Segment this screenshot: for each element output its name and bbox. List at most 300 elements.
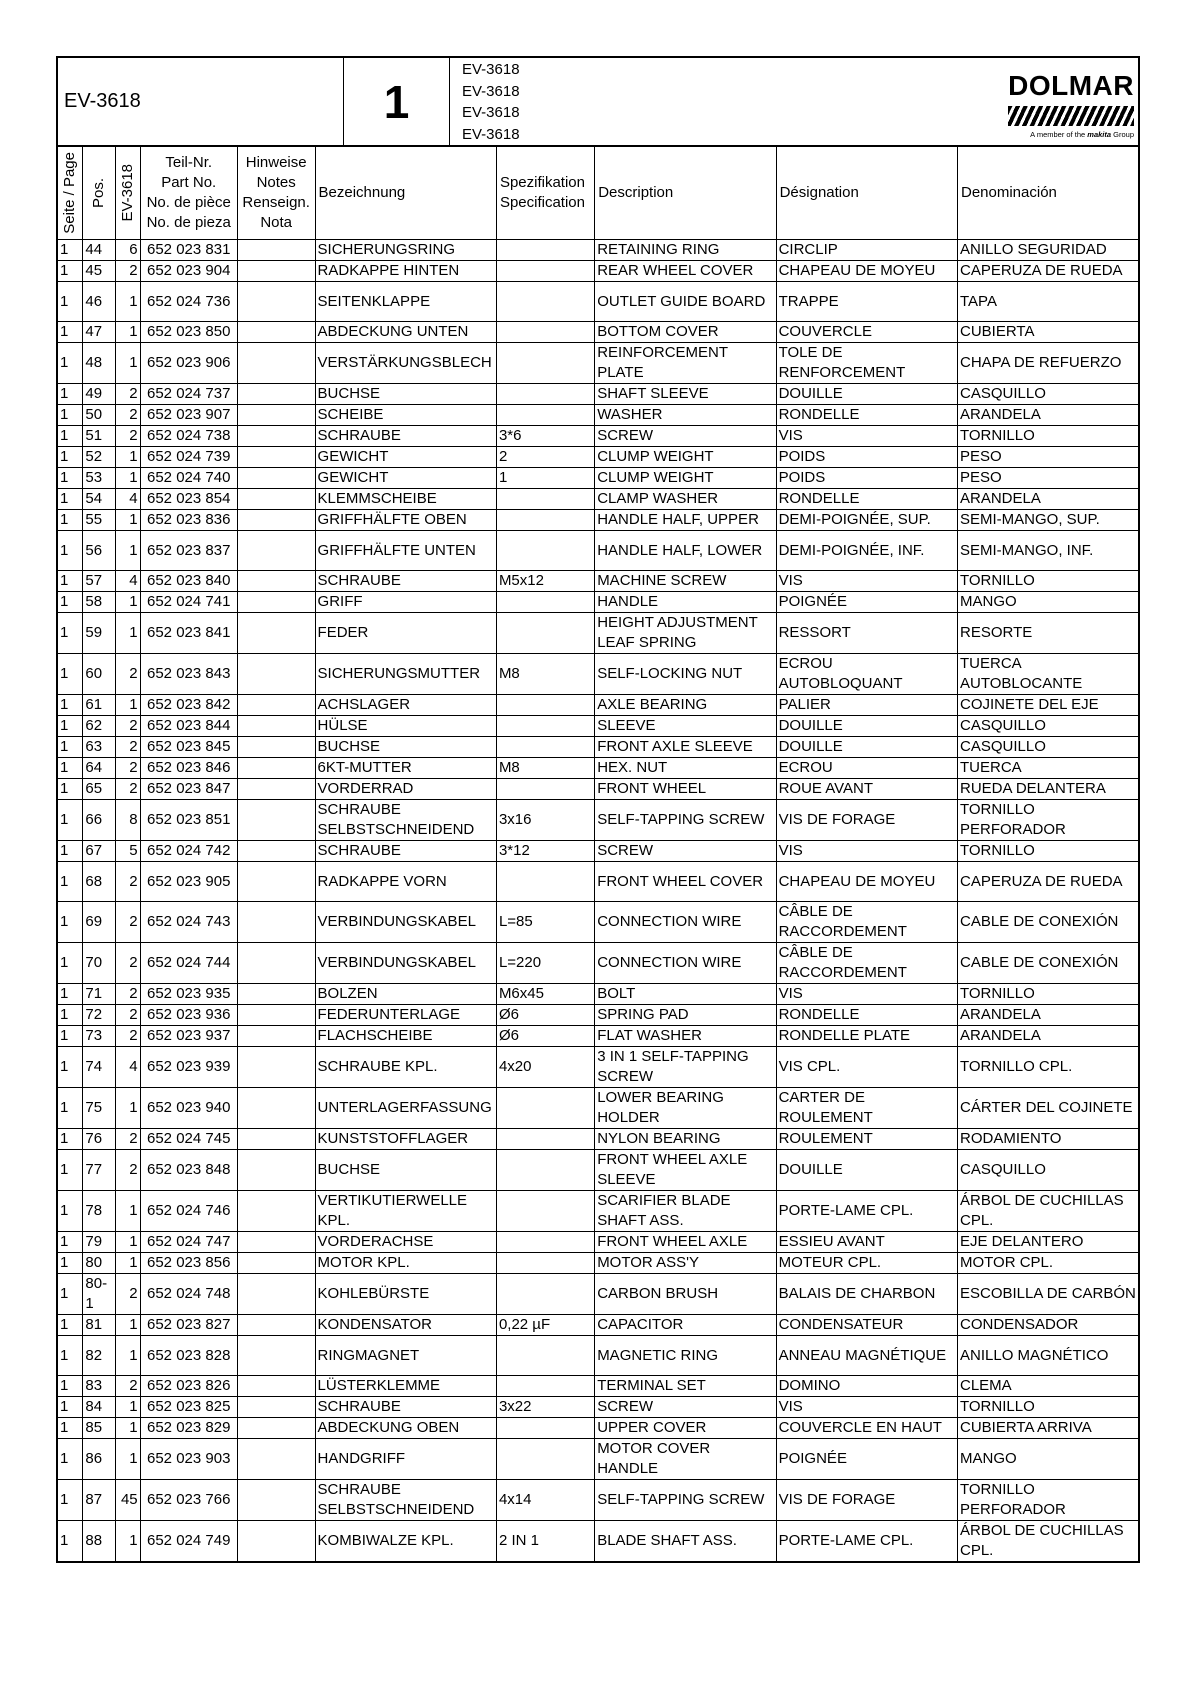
- cell-pos: 73: [83, 1026, 115, 1047]
- cell-de: MOTOR KPL.: [315, 1253, 496, 1274]
- cell-spec: [496, 1232, 594, 1253]
- cell-page: 1: [57, 654, 83, 695]
- cell-page: 1: [57, 282, 83, 322]
- cell-es: ANILLO SEGURIDAD: [958, 240, 1140, 261]
- parts-list-sheet: [56, 56, 1140, 1563]
- cell-en: SPRING PAD: [595, 1005, 776, 1026]
- cell-part: 652 023 840: [140, 571, 237, 592]
- cell-es: TORNILLO: [958, 984, 1140, 1005]
- cell-page: 1: [57, 1397, 83, 1418]
- cell-page: 1: [57, 1521, 83, 1563]
- cell-fr: POIDS: [776, 468, 957, 489]
- cell-page: 1: [57, 1232, 83, 1253]
- cell-en: SCREW: [595, 426, 776, 447]
- table-row: [57, 800, 1139, 841]
- cell-pos: 52: [83, 447, 115, 468]
- table-row: [57, 1315, 1139, 1336]
- cell-page: 1: [57, 1026, 83, 1047]
- cell-en: BOLT: [595, 984, 776, 1005]
- cell-part: 652 023 844: [140, 716, 237, 737]
- table-row: [57, 510, 1139, 531]
- cell-pos: 58: [83, 592, 115, 613]
- col-header-part: Teil-Nr. Part No. No. de pièce No. de pieza: [140, 147, 237, 240]
- cell-qty: 1: [115, 1315, 140, 1336]
- cell-fr: RONDELLE: [776, 1005, 957, 1026]
- cell-pos: 78: [83, 1191, 115, 1232]
- cell-qty: 2: [115, 1026, 140, 1047]
- table-row: [57, 1253, 1139, 1274]
- cell-spec: [496, 779, 594, 800]
- cell-qty: 1: [115, 613, 140, 654]
- cell-de: SEITENKLAPPE: [315, 282, 496, 322]
- cell-note: [237, 695, 315, 716]
- cell-pos: 74: [83, 1047, 115, 1088]
- cell-es: MANGO: [958, 592, 1140, 613]
- cell-fr: VIS: [776, 841, 957, 862]
- cell-note: [237, 841, 315, 862]
- cell-spec: [496, 322, 594, 343]
- cell-fr: ECROU AUTOBLOQUANT: [776, 654, 957, 695]
- cell-note: [237, 800, 315, 841]
- cell-en: SELF-TAPPING SCREW: [595, 1480, 776, 1521]
- cell-spec: L=220: [496, 943, 594, 984]
- cell-spec: [496, 1274, 594, 1315]
- cell-note: [237, 1336, 315, 1376]
- cell-note: [237, 1232, 315, 1253]
- cell-page: 1: [57, 1129, 83, 1150]
- cell-de: 6KT-MUTTER: [315, 758, 496, 779]
- cell-fr: TRAPPE: [776, 282, 957, 322]
- cell-es: CÁRTER DEL COJINETE: [958, 1088, 1140, 1129]
- cell-qty: 2: [115, 862, 140, 902]
- cell-fr: POIDS: [776, 447, 957, 468]
- cell-pos: 82: [83, 1336, 115, 1376]
- table-row: [57, 531, 1139, 571]
- cell-de: SCHRAUBE: [315, 1397, 496, 1418]
- cell-de: SCHRAUBE: [315, 841, 496, 862]
- cell-fr: VIS: [776, 1397, 957, 1418]
- cell-es: MANGO: [958, 1439, 1140, 1480]
- cell-de: GEWICHT: [315, 468, 496, 489]
- cell-en: FRONT WHEEL AXLE: [595, 1232, 776, 1253]
- cell-qty: 1: [115, 1088, 140, 1129]
- table-row: [57, 737, 1139, 758]
- cell-page: 1: [57, 737, 83, 758]
- table-row: [57, 468, 1139, 489]
- cell-part: 652 024 743: [140, 902, 237, 943]
- col-header-es: Denominación: [958, 147, 1140, 240]
- cell-page: 1: [57, 984, 83, 1005]
- logo-stripes-icon: [1008, 106, 1134, 126]
- cell-spec: [496, 531, 594, 571]
- cell-qty: 2: [115, 902, 140, 943]
- cell-qty: 2: [115, 737, 140, 758]
- cell-es: PESO: [958, 447, 1140, 468]
- cell-pos: 56: [83, 531, 115, 571]
- cell-es: TUERCA: [958, 758, 1140, 779]
- cell-note: [237, 613, 315, 654]
- cell-fr: RONDELLE: [776, 405, 957, 426]
- cell-spec: [496, 737, 594, 758]
- cell-spec: [496, 384, 594, 405]
- cell-qty: 8: [115, 800, 140, 841]
- cell-note: [237, 758, 315, 779]
- cell-part: 652 024 739: [140, 447, 237, 468]
- cell-note: [237, 1480, 315, 1521]
- table-row: [57, 1005, 1139, 1026]
- cell-fr: CHAPEAU DE MOYEU: [776, 862, 957, 902]
- cell-es: ARANDELA: [958, 1026, 1140, 1047]
- cell-page: 1: [57, 1418, 83, 1439]
- cell-de: ABDECKUNG UNTEN: [315, 322, 496, 343]
- cell-qty: 2: [115, 1376, 140, 1397]
- table-row: [57, 716, 1139, 737]
- table-row: [57, 592, 1139, 613]
- cell-qty: 1: [115, 1232, 140, 1253]
- cell-spec: [496, 1439, 594, 1480]
- col-header-page: Seite / Page: [57, 147, 83, 240]
- cell-spec: 3*6: [496, 426, 594, 447]
- cell-de: VERTIKUTIERWELLE KPL.: [315, 1191, 496, 1232]
- cell-part: 652 023 935: [140, 984, 237, 1005]
- cell-de: SCHRAUBE SELBSTSCHNEIDEND: [315, 800, 496, 841]
- cell-es: CONDENSADOR: [958, 1315, 1140, 1336]
- cell-part: 652 024 737: [140, 384, 237, 405]
- cell-note: [237, 426, 315, 447]
- cell-fr: CÂBLE DE RACCORDEMENT: [776, 902, 957, 943]
- cell-note: [237, 862, 315, 902]
- cell-es: TORNILLO: [958, 841, 1140, 862]
- cell-qty: 4: [115, 1047, 140, 1088]
- cell-en: RETAINING RING: [595, 240, 776, 261]
- cell-de: VERBINDUNGSKABEL: [315, 943, 496, 984]
- cell-note: [237, 654, 315, 695]
- table-row: [57, 758, 1139, 779]
- model-title: EV-3618: [58, 58, 344, 145]
- cell-es: ARANDELA: [958, 489, 1140, 510]
- model-list-item: EV-3618: [462, 104, 520, 121]
- cell-es: TAPA: [958, 282, 1140, 322]
- cell-spec: [496, 1150, 594, 1191]
- cell-en: HANDLE HALF, UPPER: [595, 510, 776, 531]
- table-row: [57, 384, 1139, 405]
- cell-note: [237, 1150, 315, 1191]
- cell-es: CASQUILLO: [958, 384, 1140, 405]
- cell-part: 652 023 906: [140, 343, 237, 384]
- table-row: [57, 240, 1139, 261]
- cell-de: RINGMAGNET: [315, 1336, 496, 1376]
- cell-pos: 55: [83, 510, 115, 531]
- cell-pos: 44: [83, 240, 115, 261]
- cell-spec: [496, 240, 594, 261]
- table-row: [57, 1376, 1139, 1397]
- cell-de: BUCHSE: [315, 384, 496, 405]
- cell-de: SCHRAUBE KPL.: [315, 1047, 496, 1088]
- cell-de: KOHLEBÜRSTE: [315, 1274, 496, 1315]
- cell-qty: 5: [115, 841, 140, 862]
- table-row: [57, 1336, 1139, 1376]
- cell-part: 652 023 847: [140, 779, 237, 800]
- cell-part: 652 023 939: [140, 1047, 237, 1088]
- cell-en: AXLE BEARING: [595, 695, 776, 716]
- cell-spec: Ø6: [496, 1005, 594, 1026]
- cell-es: ÁRBOL DE CUCHILLAS CPL.: [958, 1191, 1140, 1232]
- cell-en: MOTOR ASS'Y: [595, 1253, 776, 1274]
- cell-qty: 2: [115, 384, 140, 405]
- dolmar-logo: [1008, 58, 1142, 145]
- cell-de: ACHSLAGER: [315, 695, 496, 716]
- parts-table: [56, 146, 1140, 1563]
- cell-note: [237, 592, 315, 613]
- cell-de: BOLZEN: [315, 984, 496, 1005]
- cell-part: 652 024 738: [140, 426, 237, 447]
- cell-spec: [496, 1253, 594, 1274]
- cell-qty: 2: [115, 654, 140, 695]
- cell-note: [237, 405, 315, 426]
- cell-es: MOTOR CPL.: [958, 1253, 1140, 1274]
- cell-fr: DOUILLE: [776, 384, 957, 405]
- cell-de: BUCHSE: [315, 737, 496, 758]
- cell-en: FRONT WHEEL AXLE SLEEVE: [595, 1150, 776, 1191]
- cell-part: 652 024 748: [140, 1274, 237, 1315]
- cell-note: [237, 343, 315, 384]
- cell-spec: [496, 282, 594, 322]
- cell-en: HEIGHT ADJUSTMENT LEAF SPRING: [595, 613, 776, 654]
- cell-note: [237, 902, 315, 943]
- cell-fr: DOUILLE: [776, 1150, 957, 1191]
- table-row: [57, 1480, 1139, 1521]
- cell-page: 1: [57, 943, 83, 984]
- cell-part: 652 023 827: [140, 1315, 237, 1336]
- cell-qty: 2: [115, 758, 140, 779]
- cell-fr: CÂBLE DE RACCORDEMENT: [776, 943, 957, 984]
- cell-part: 652 023 907: [140, 405, 237, 426]
- cell-fr: ROUE AVANT: [776, 779, 957, 800]
- cell-es: TUERCA AUTOBLOCANTE: [958, 654, 1140, 695]
- table-row: [57, 1191, 1139, 1232]
- cell-page: 1: [57, 862, 83, 902]
- cell-spec: 2: [496, 447, 594, 468]
- cell-de: SCHRAUBE SELBSTSCHNEIDEND: [315, 1480, 496, 1521]
- cell-en: CAPACITOR: [595, 1315, 776, 1336]
- cell-fr: COUVERCLE: [776, 322, 957, 343]
- cell-spec: [496, 1376, 594, 1397]
- cell-spec: [496, 613, 594, 654]
- cell-note: [237, 447, 315, 468]
- table-row: [57, 282, 1139, 322]
- cell-qty: 6: [115, 240, 140, 261]
- cell-de: VORDERRAD: [315, 779, 496, 800]
- cell-de: SICHERUNGSRING: [315, 240, 496, 261]
- cell-de: KUNSTSTOFFLAGER: [315, 1129, 496, 1150]
- cell-pos: 48: [83, 343, 115, 384]
- table-row: [57, 447, 1139, 468]
- cell-de: FLACHSCHEIBE: [315, 1026, 496, 1047]
- cell-fr: POIGNÉE: [776, 592, 957, 613]
- cell-es: EJE DELANTERO: [958, 1232, 1140, 1253]
- cell-spec: [496, 343, 594, 384]
- cell-en: FRONT WHEEL: [595, 779, 776, 800]
- cell-pos: 68: [83, 862, 115, 902]
- cell-part: 652 023 903: [140, 1439, 237, 1480]
- cell-fr: BALAIS DE CHARBON: [776, 1274, 957, 1315]
- cell-qty: 1: [115, 1418, 140, 1439]
- cell-pos: 60: [83, 654, 115, 695]
- cell-en: CONNECTION WIRE: [595, 902, 776, 943]
- table-row: [57, 322, 1139, 343]
- table-row: [57, 1274, 1139, 1315]
- table-row: [57, 489, 1139, 510]
- cell-spec: 2 IN 1: [496, 1521, 594, 1563]
- table-row: [57, 862, 1139, 902]
- cell-spec: M5x12: [496, 571, 594, 592]
- cell-page: 1: [57, 510, 83, 531]
- cell-page: 1: [57, 592, 83, 613]
- cell-part: 652 023 856: [140, 1253, 237, 1274]
- cell-qty: 2: [115, 426, 140, 447]
- cell-en: SHAFT SLEEVE: [595, 384, 776, 405]
- cell-qty: 2: [115, 1274, 140, 1315]
- cell-fr: VIS DE FORAGE: [776, 800, 957, 841]
- cell-qty: 1: [115, 1439, 140, 1480]
- cell-spec: M8: [496, 758, 594, 779]
- cell-pos: 70: [83, 943, 115, 984]
- cell-fr: VIS: [776, 426, 957, 447]
- cell-de: GRIFFHÄLFTE UNTEN: [315, 531, 496, 571]
- cell-part: 652 023 841: [140, 613, 237, 654]
- cell-part: 652 024 740: [140, 468, 237, 489]
- cell-fr: DEMI-POIGNÉE, INF.: [776, 531, 957, 571]
- cell-spec: [496, 405, 594, 426]
- model-list-item: EV-3618: [462, 125, 520, 143]
- cell-spec: Ø6: [496, 1026, 594, 1047]
- cell-de: SCHRAUBE: [315, 571, 496, 592]
- cell-part: 652 023 848: [140, 1150, 237, 1191]
- cell-en: REAR WHEEL COVER: [595, 261, 776, 282]
- cell-pos: 47: [83, 322, 115, 343]
- cell-fr: ESSIEU AVANT: [776, 1232, 957, 1253]
- cell-en: MOTOR COVER HANDLE: [595, 1439, 776, 1480]
- cell-part: 652 024 736: [140, 282, 237, 322]
- cell-es: RUEDA DELANTERA: [958, 779, 1140, 800]
- cell-part: 652 023 843: [140, 654, 237, 695]
- table-row: [57, 1439, 1139, 1480]
- col-header-qty: EV-3618: [115, 147, 140, 240]
- cell-pos: 63: [83, 737, 115, 758]
- cell-pos: 79: [83, 1232, 115, 1253]
- cell-en: UPPER COVER: [595, 1418, 776, 1439]
- cell-note: [237, 489, 315, 510]
- cell-es: CHAPA DE REFUERZO: [958, 343, 1140, 384]
- cell-pos: 77: [83, 1150, 115, 1191]
- cell-note: [237, 1088, 315, 1129]
- cell-en: HANDLE HALF, LOWER: [595, 531, 776, 571]
- cell-qty: 2: [115, 1129, 140, 1150]
- cell-note: [237, 1047, 315, 1088]
- cell-de: GEWICHT: [315, 447, 496, 468]
- cell-en: BLADE SHAFT ASS.: [595, 1521, 776, 1563]
- cell-part: 652 023 937: [140, 1026, 237, 1047]
- cell-qty: 2: [115, 1005, 140, 1026]
- cell-fr: TOLE DE RENFORCEMENT: [776, 343, 957, 384]
- cell-pos: 46: [83, 282, 115, 322]
- cell-es: CASQUILLO: [958, 1150, 1140, 1191]
- cell-fr: RONDELLE: [776, 489, 957, 510]
- cell-pos: 76: [83, 1129, 115, 1150]
- cell-page: 1: [57, 426, 83, 447]
- cell-qty: 1: [115, 468, 140, 489]
- cell-es: CUBIERTA: [958, 322, 1140, 343]
- cell-de: GRIFF: [315, 592, 496, 613]
- cell-pos: 80-1: [83, 1274, 115, 1315]
- table-row: [57, 984, 1139, 1005]
- cell-spec: M6x45: [496, 984, 594, 1005]
- cell-part: 652 023 825: [140, 1397, 237, 1418]
- cell-page: 1: [57, 384, 83, 405]
- cell-pos: 67: [83, 841, 115, 862]
- cell-fr: PALIER: [776, 695, 957, 716]
- model-list: [450, 58, 1034, 145]
- cell-es: CAPERUZA DE RUEDA: [958, 862, 1140, 902]
- cell-fr: VIS: [776, 571, 957, 592]
- logo-tagline: A member of the makita Group: [1030, 130, 1134, 139]
- table-row: [57, 779, 1139, 800]
- cell-qty: 1: [115, 1397, 140, 1418]
- cell-es: ARANDELA: [958, 1005, 1140, 1026]
- cell-fr: PORTE-LAME CPL.: [776, 1521, 957, 1563]
- cell-pos: 75: [83, 1088, 115, 1129]
- cell-pos: 50: [83, 405, 115, 426]
- cell-fr: RESSORT: [776, 613, 957, 654]
- cell-qty: 2: [115, 261, 140, 282]
- table-row: [57, 343, 1139, 384]
- cell-de: ABDECKUNG OBEN: [315, 1418, 496, 1439]
- cell-en: SCARIFIER BLADE SHAFT ASS.: [595, 1191, 776, 1232]
- cell-en: MAGNETIC RING: [595, 1336, 776, 1376]
- col-header-pos: Pos.: [83, 147, 115, 240]
- page-number: 1: [344, 58, 450, 145]
- table-row: [57, 695, 1139, 716]
- table-row: [57, 571, 1139, 592]
- cell-page: 1: [57, 716, 83, 737]
- cell-fr: RONDELLE PLATE: [776, 1026, 957, 1047]
- cell-part: 652 024 749: [140, 1521, 237, 1563]
- table-row: [57, 1026, 1139, 1047]
- cell-fr: DOUILLE: [776, 716, 957, 737]
- cell-en: SELF-TAPPING SCREW: [595, 800, 776, 841]
- table-row: [57, 654, 1139, 695]
- cell-note: [237, 1439, 315, 1480]
- cell-spec: [496, 716, 594, 737]
- cell-spec: M8: [496, 654, 594, 695]
- cell-de: SCHRAUBE: [315, 426, 496, 447]
- cell-fr: ROULEMENT: [776, 1129, 957, 1150]
- cell-fr: VIS CPL.: [776, 1047, 957, 1088]
- cell-de: KOMBIWALZE KPL.: [315, 1521, 496, 1563]
- cell-note: [237, 943, 315, 984]
- cell-pos: 51: [83, 426, 115, 447]
- cell-note: [237, 322, 315, 343]
- cell-en: HEX. NUT: [595, 758, 776, 779]
- cell-en: FRONT WHEEL COVER: [595, 862, 776, 902]
- cell-fr: VIS DE FORAGE: [776, 1480, 957, 1521]
- cell-note: [237, 1315, 315, 1336]
- cell-de: VERBINDUNGSKABEL: [315, 902, 496, 943]
- cell-de: KONDENSATOR: [315, 1315, 496, 1336]
- cell-page: 1: [57, 1274, 83, 1315]
- header-block: [56, 56, 1140, 146]
- cell-en: CLUMP WEIGHT: [595, 447, 776, 468]
